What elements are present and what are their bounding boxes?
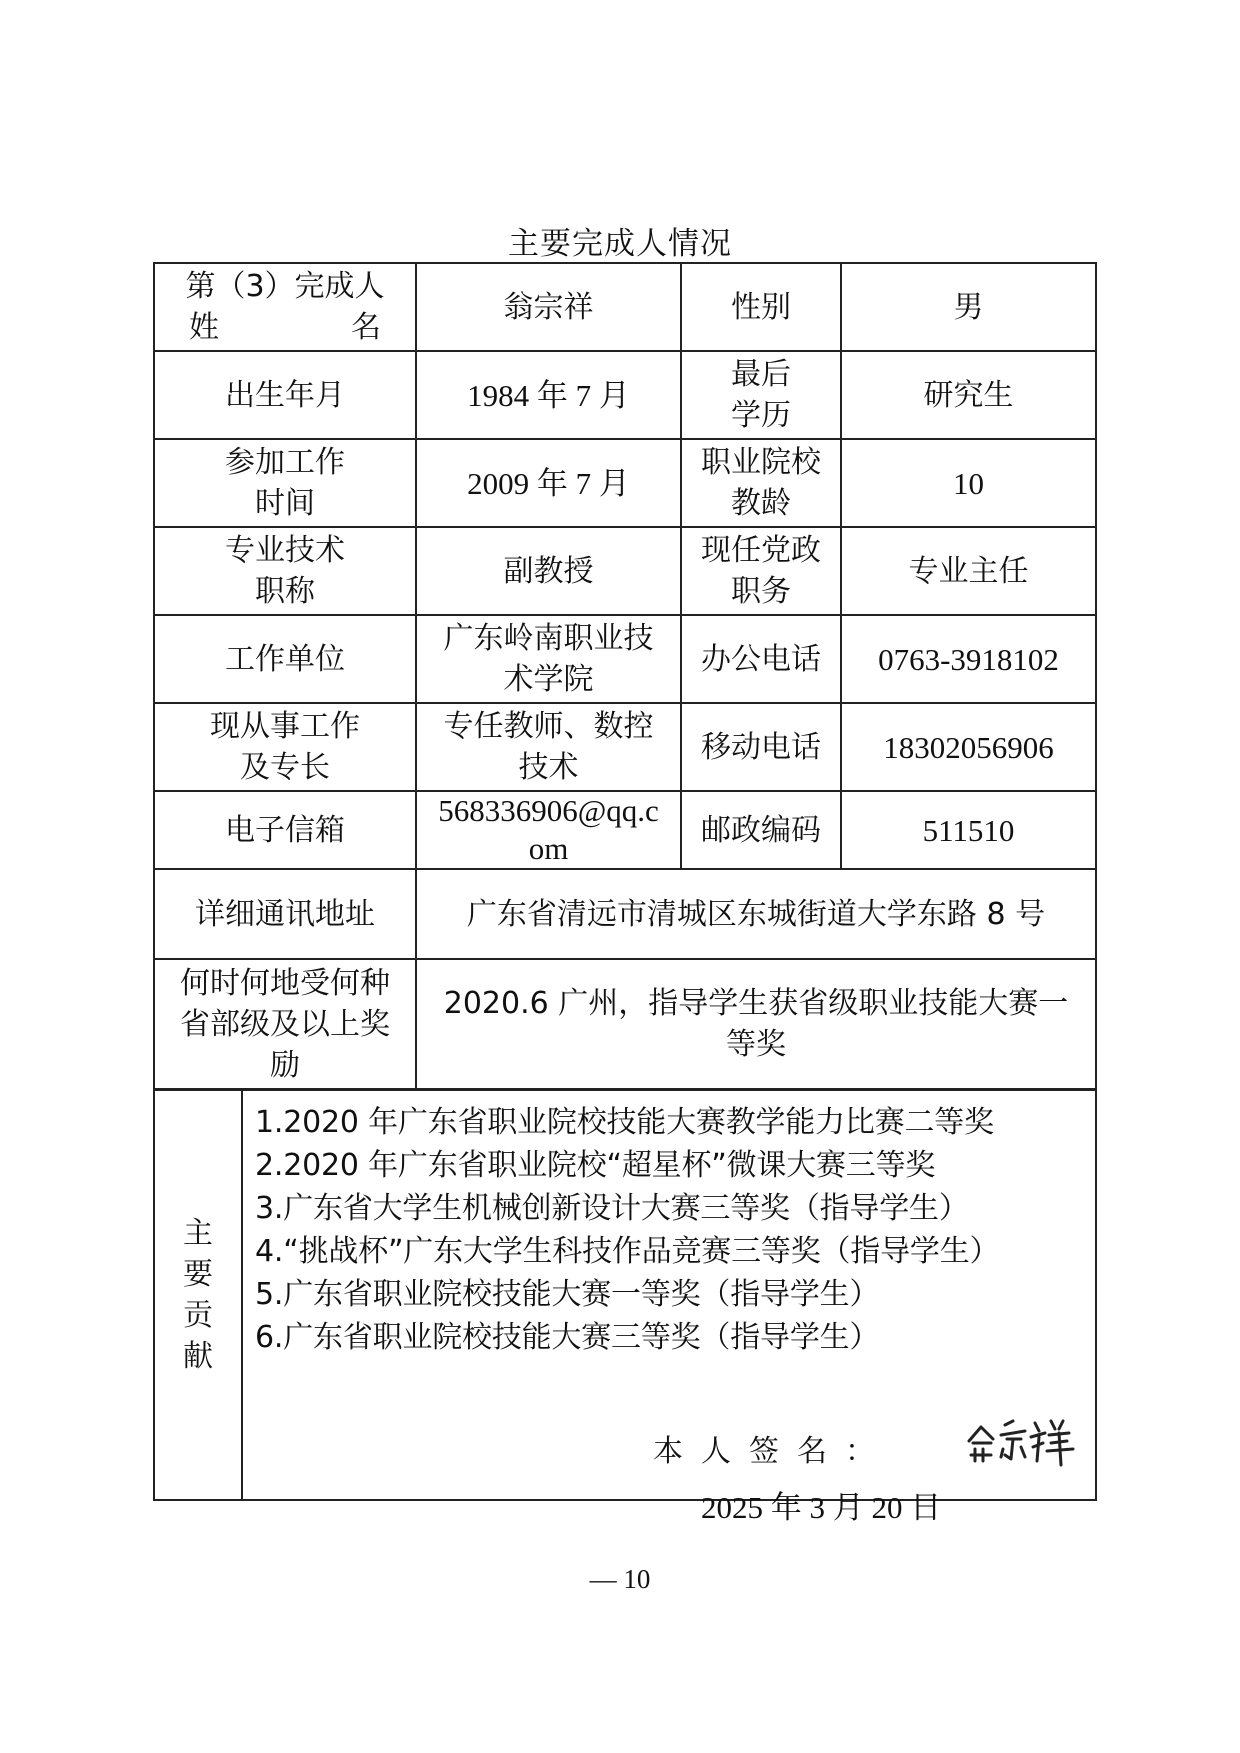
work-start-label-cell (154, 439, 416, 527)
employer-value-line-1: 广东岭南职业技 (443, 621, 654, 656)
specialty-value-cell (416, 703, 681, 791)
contributions-label-char: 主 (183, 1216, 213, 1251)
name-label (161, 307, 409, 348)
position-label-line-1: 现任党政 (701, 533, 821, 568)
email-label: 电子信箱 (154, 791, 416, 869)
contributions-label-char: 献 (183, 1339, 213, 1374)
table-row (154, 869, 1096, 959)
contribution-item: 4.“挑战杯”广东大学生科技作品竞赛三等奖（指导学生） (255, 1234, 1000, 1269)
work-start-label-line-2: 时间 (255, 486, 315, 521)
contribution-item: 5.广东省职业院校技能大赛一等奖（指导学生） (255, 1277, 880, 1312)
award-label-cell (154, 959, 416, 1089)
education-label-line-2: 学历 (731, 398, 791, 433)
title-label-line-1: 专业技术 (225, 533, 345, 568)
education-label-cell (681, 351, 841, 439)
specialty-value-line-2: 技术 (518, 750, 579, 785)
signature-date: 2025 年 3 月 20 日 (701, 1490, 942, 1525)
work-start-value: 2009 年 7 月 (416, 439, 681, 527)
gender-value: 男 (841, 263, 1096, 351)
title-label-line-2: 职称 (255, 574, 315, 609)
table-row (154, 703, 1096, 791)
postcode-value: 511510 (841, 791, 1096, 869)
contributions-label (154, 1090, 242, 1500)
table-row (154, 791, 1096, 869)
postcode-label: 邮政编码 (681, 791, 841, 869)
gender-label: 性别 (681, 263, 841, 351)
signature-label: 本人签名： (653, 1434, 893, 1469)
award-value-line-1: 2020.6 广州，指导学生获省级职业技能大赛一 (443, 986, 1069, 1021)
address-value: 广东省清远市清城区东城街道大学东路 8 号 (416, 869, 1096, 959)
name-label-char-2: 名 (351, 310, 381, 345)
page-number: — 10 (589, 1564, 651, 1594)
specialty-value-line-1: 专任教师、数控 (443, 709, 654, 744)
teaching-years-label-cell (681, 439, 841, 527)
position-label-cell (681, 527, 841, 615)
office-phone-label: 办公电话 (681, 615, 841, 703)
title-value: 副教授 (416, 527, 681, 615)
contribution-item: 2.2020 年广东省职业院校“超星杯”微课大赛三等奖 (255, 1148, 936, 1183)
teaching-years-value: 10 (841, 439, 1096, 527)
mobile-label: 移动电话 (681, 703, 841, 791)
specialty-label-cell (154, 703, 416, 791)
table-row (154, 1090, 1096, 1500)
contribution-item: 1.2020 年广东省职业院校技能大赛教学能力比赛二等奖 (255, 1105, 994, 1140)
email-value-cell (416, 791, 681, 869)
table-row (154, 351, 1096, 439)
table-row (154, 615, 1096, 703)
table-row (154, 959, 1096, 1089)
name-label-cell (154, 263, 416, 351)
contributions-content (242, 1090, 1096, 1525)
position-label-line-2: 职务 (731, 574, 791, 609)
table-row (154, 527, 1096, 615)
completer-info-table (153, 262, 1097, 1090)
specialty-label-line-1: 现从事工作 (210, 709, 360, 744)
completer-order-label: 第（3）完成人 (185, 269, 385, 304)
award-label-line-2: 省部级及以上奖 (180, 1006, 390, 1042)
contributions-label-char: 要 (183, 1257, 213, 1292)
specialty-label-line-2: 及专长 (240, 750, 330, 785)
award-label-line-3: 励 (270, 1047, 300, 1083)
address-label: 详细通讯地址 (154, 869, 416, 959)
award-label-line-1: 何时何地受何种 (180, 965, 390, 1001)
contributions-table (153, 1089, 1097, 1525)
table-row (154, 263, 1096, 351)
position-value: 专业主任 (841, 527, 1096, 615)
email-value-line-1: 568336906@qq.c (438, 793, 659, 828)
contribution-item: 6.广东省职业院校技能大赛三等奖（指导学生） (255, 1320, 880, 1355)
teaching-years-label-line-1: 职业院校 (701, 445, 821, 480)
contributions-label-char: 贡 (183, 1298, 213, 1333)
name-value: 翁宗祥 (416, 263, 681, 351)
office-phone-value: 0763-3918102 (841, 615, 1096, 703)
education-value: 研究生 (841, 351, 1096, 439)
employer-value-line-2: 术学院 (503, 662, 594, 697)
employer-value-cell (416, 615, 681, 703)
education-label-line-1: 最后 (731, 357, 791, 392)
work-start-label-line-1: 参加工作 (225, 445, 345, 480)
mobile-value: 18302056906 (841, 703, 1096, 791)
teaching-years-label-line-2: 教龄 (731, 486, 791, 521)
contribution-item: 3.广东省大学生机械创新设计大赛三等奖（指导学生） (255, 1191, 969, 1226)
birth-label: 出生年月 (154, 351, 416, 439)
handwritten-signature (963, 1413, 1083, 1469)
employer-label: 工作单位 (154, 615, 416, 703)
award-value-line-2: 等奖 (726, 1027, 786, 1062)
name-label-char-1: 姓 (189, 310, 219, 345)
email-value-line-2: om (528, 831, 569, 866)
table-row (154, 439, 1096, 527)
award-value-cell (416, 959, 1096, 1089)
title-label-cell (154, 527, 416, 615)
birth-value: 1984 年 7 月 (416, 351, 681, 439)
form-title: 主要完成人情况 (508, 226, 732, 262)
